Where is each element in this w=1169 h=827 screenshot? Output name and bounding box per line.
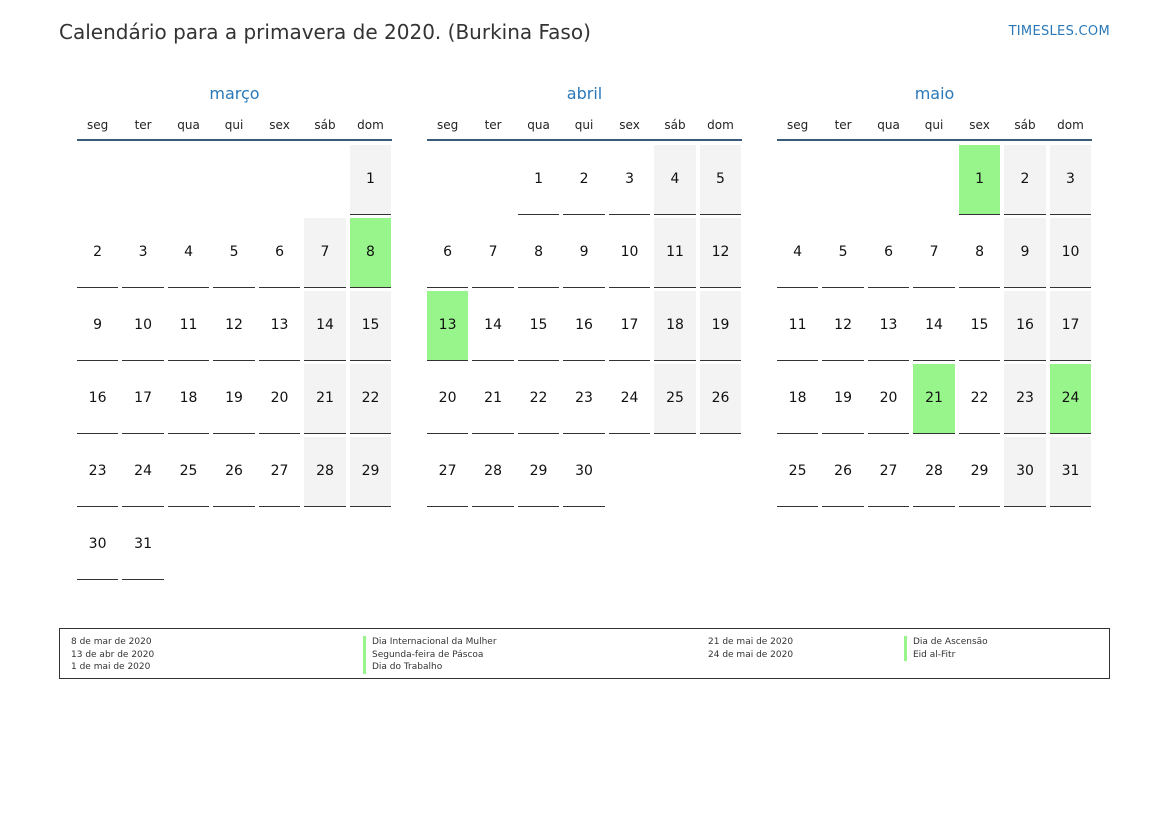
day-cell[interactable]: 17 [609,291,650,361]
day-cell[interactable]: 11 [168,291,209,361]
day-cell[interactable]: 20 [259,364,300,434]
day-cell[interactable]: 19 [213,364,254,434]
legend-holiday-name: Eid al-Fitr [904,649,988,662]
day-cell[interactable]: 28 [913,437,954,507]
day-cell[interactable]: 4 [777,218,818,288]
month-title: março [209,84,260,103]
day-cell[interactable]: 7 [304,218,345,288]
day-cell[interactable]: 6 [259,218,300,288]
day-cell[interactable]: 22 [350,364,391,434]
weekday-label: sáb [1014,118,1036,132]
day-cell[interactable]: 17 [1050,291,1091,361]
day-cell[interactable]: 10 [609,218,650,288]
weekday-label: seg [86,118,109,132]
day-cell[interactable]: 12 [700,218,741,288]
day-cell[interactable]: 11 [777,291,818,361]
legend-holiday-name: Dia de Ascensão [904,636,988,649]
day-cell[interactable]: 9 [77,291,118,361]
holiday-day-cell[interactable]: 24 [1050,364,1091,434]
day-cell[interactable]: 26 [700,364,741,434]
weekday-label: ter [134,118,152,132]
empty-cell [913,145,954,215]
weekday-label: dom [707,118,734,132]
day-cell[interactable]: 25 [777,437,818,507]
day-cell[interactable]: 3 [609,145,650,215]
legend-date: 24 de mai de 2020 [708,649,794,660]
month-march [77,82,392,580]
weekday-label: ter [834,118,852,132]
day-cell[interactable]: 16 [563,291,604,361]
legend-dates-right [708,636,793,661]
day-cell[interactable]: 28 [304,437,345,507]
day-cell[interactable]: 11 [654,218,695,288]
day-cell[interactable]: 23 [1004,364,1045,434]
empty-cell [77,145,118,215]
day-cell[interactable]: 18 [777,364,818,434]
holiday-day-cell[interactable]: 1 [959,145,1000,215]
empty-cell [168,145,209,215]
day-cell[interactable]: 31 [1050,437,1091,507]
day-cell[interactable]: 24 [609,364,650,434]
legend-date: 13 de abr de 2020 [71,649,155,660]
day-cell[interactable]: 2 [1004,145,1045,215]
empty-cell [122,145,163,215]
day-cell[interactable]: 29 [350,437,391,507]
day-cell[interactable]: 26 [213,437,254,507]
legend-holiday-name: Dia do Trabalho [363,661,497,674]
day-cell[interactable]: 23 [77,437,118,507]
weekday-label: seg [436,118,459,132]
brand-link[interactable]: TIMESLES.COM [1008,24,1110,39]
legend-date: 1 de mai de 2020 [71,662,151,672]
day-cell[interactable]: 9 [1004,218,1045,288]
day-grid [77,145,392,580]
legend-date: 21 de mai de 2020 [708,637,794,647]
weekday-label: sex [619,118,640,132]
day-cell[interactable]: 18 [654,291,695,361]
legend-names-right [904,636,988,661]
day-cell[interactable]: 30 [1004,437,1045,507]
weekday-header [777,106,1092,141]
day-cell[interactable]: 29 [959,437,1000,507]
day-cell[interactable]: 31 [122,510,163,580]
legend-date: 8 de mar de 2020 [71,637,152,647]
day-cell[interactable]: 4 [168,218,209,288]
day-cell[interactable]: 5 [700,145,741,215]
empty-cell [868,145,909,215]
day-cell[interactable]: 10 [122,291,163,361]
day-grid [427,145,742,507]
day-cell[interactable]: 16 [77,364,118,434]
empty-cell [822,145,863,215]
day-cell[interactable]: 12 [822,291,863,361]
day-cell[interactable]: 22 [518,364,559,434]
day-cell[interactable]: 24 [122,437,163,507]
day-cell[interactable]: 3 [1050,145,1091,215]
day-cell[interactable]: 13 [868,291,909,361]
holiday-day-cell[interactable]: 8 [350,218,391,288]
legend-holiday-name: Dia Internacional da Mulher [363,636,497,649]
day-cell[interactable]: 4 [654,145,695,215]
day-cell[interactable]: 2 [563,145,604,215]
holiday-legend [59,628,1110,679]
weekday-label: dom [357,118,384,132]
weekday-label: dom [1057,118,1084,132]
day-cell[interactable]: 1 [350,145,391,215]
day-cell[interactable]: 20 [868,364,909,434]
weekday-label: qui [924,118,944,132]
day-cell[interactable]: 14 [913,291,954,361]
day-cell[interactable]: 19 [700,291,741,361]
day-cell[interactable]: 18 [168,364,209,434]
day-cell[interactable]: 27 [259,437,300,507]
legend-dates-left [71,636,154,674]
day-cell[interactable]: 15 [518,291,559,361]
day-cell[interactable]: 5 [822,218,863,288]
day-cell[interactable]: 9 [563,218,604,288]
day-cell[interactable]: 20 [427,364,468,434]
month-title: maio [914,84,955,103]
day-cell[interactable]: 14 [304,291,345,361]
day-cell[interactable]: 26 [822,437,863,507]
day-cell[interactable]: 6 [427,218,468,288]
day-cell[interactable]: 30 [563,437,604,507]
day-cell[interactable]: 25 [654,364,695,434]
day-grid [777,145,1092,507]
day-cell[interactable]: 21 [472,364,513,434]
day-cell[interactable]: 16 [1004,291,1045,361]
weekday-header [427,106,742,141]
empty-cell [259,145,300,215]
empty-cell [472,145,513,215]
day-cell[interactable]: 3 [122,218,163,288]
weekday-label: qua [527,118,550,132]
holiday-day-cell[interactable]: 21 [913,364,954,434]
day-cell[interactable]: 22 [959,364,1000,434]
day-cell[interactable]: 13 [259,291,300,361]
day-cell[interactable]: 29 [518,437,559,507]
day-cell[interactable]: 15 [350,291,391,361]
empty-cell [777,145,818,215]
month-title: abril [566,84,603,103]
day-cell[interactable]: 25 [168,437,209,507]
weekday-label: sáb [314,118,336,132]
day-cell[interactable]: 19 [822,364,863,434]
day-cell[interactable]: 27 [427,437,468,507]
weekday-label: ter [484,118,502,132]
day-cell[interactable]: 21 [304,364,345,434]
day-cell[interactable]: 14 [472,291,513,361]
day-cell[interactable]: 10 [1050,218,1091,288]
month-may [777,82,1092,507]
weekday-label: sex [269,118,290,132]
day-cell[interactable]: 6 [868,218,909,288]
day-cell[interactable]: 12 [213,291,254,361]
weekday-label: qui [574,118,594,132]
day-cell[interactable]: 28 [472,437,513,507]
day-cell[interactable]: 1 [518,145,559,215]
empty-cell [427,145,468,215]
day-cell[interactable]: 8 [959,218,1000,288]
day-cell[interactable]: 5 [213,218,254,288]
weekday-label: sáb [664,118,686,132]
weekday-label: qui [224,118,244,132]
day-cell[interactable]: 15 [959,291,1000,361]
day-cell[interactable]: 7 [913,218,954,288]
day-cell[interactable]: 7 [472,218,513,288]
empty-cell [304,145,345,215]
empty-cell [213,145,254,215]
day-cell[interactable]: 8 [518,218,559,288]
day-cell[interactable]: 23 [563,364,604,434]
weekday-label: seg [786,118,809,132]
day-cell[interactable]: 17 [122,364,163,434]
weekday-header [77,106,392,141]
weekday-label: sex [969,118,990,132]
legend-names-left [363,636,497,674]
page-title: Calendário para a primavera de 2020. (Burkina Faso) [59,20,591,44]
month-april [427,82,742,507]
weekday-label: qua [177,118,200,132]
holiday-day-cell[interactable]: 13 [427,291,468,361]
day-cell[interactable]: 27 [868,437,909,507]
legend-holiday-name: Segunda-feira de Páscoa [363,649,497,662]
weekday-label: qua [877,118,900,132]
day-cell[interactable]: 2 [77,218,118,288]
day-cell[interactable]: 30 [77,510,118,580]
